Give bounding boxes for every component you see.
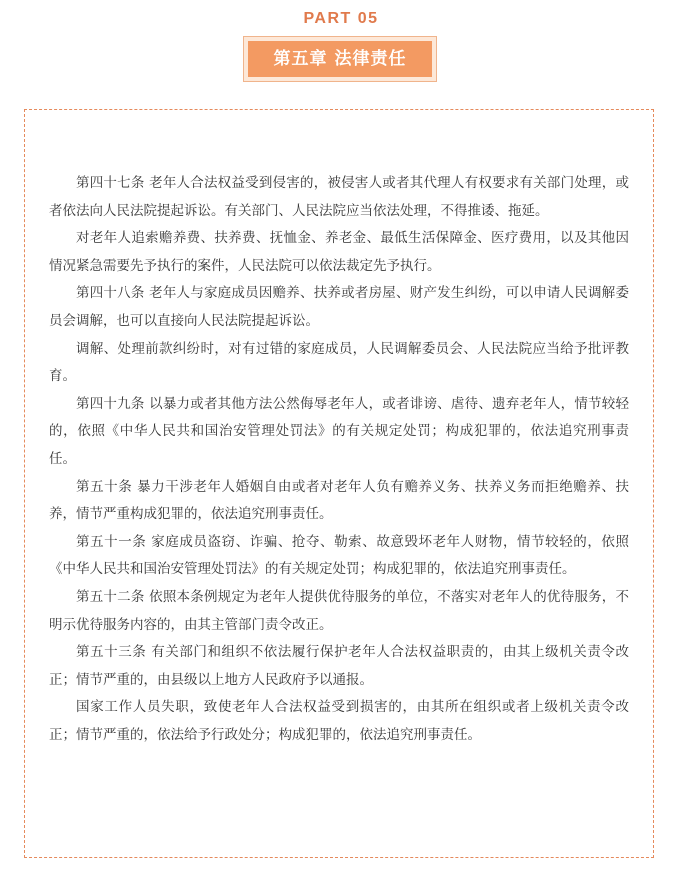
chapter-title: 第五章 法律责任 <box>248 41 432 77</box>
paragraph-article-52: 第五十二条 依照本条例规定为老年人提供优待服务的单位，不落实对老年人的优待服务，不明示优待服务内容的，由其主管部门责令改正。 <box>49 588 629 633</box>
paragraph-article-48-clause-2: 调解、处理前款纠纷时，对有过错的家庭成员，人民调解委员会、人民法院应当给予批评教育。 <box>49 340 629 385</box>
paragraph-article-50: 第五十条 暴力干涉老年人婚姻自由或者对老年人负有赡养义务、扶养义务而拒绝赡养、扶养，情节严重构成犯罪的，依法追究刑事责任。 <box>49 478 629 523</box>
paragraph-article-53: 第五十三条 有关部门和组织不依法履行保护老年人合法权益职责的，由其上级机关责令改正；情节严重的，由县级以上地方人民政府予以通报。 <box>49 644 629 688</box>
content-frame <box>24 109 654 858</box>
paragraph-article-49: 第四十九条 以暴力或者其他方法公然侮辱老年人，或者诽谤、虐待、遗弃老年人，情节较轻的，依照《中华人民共和国治安管理处罚法》的有关规定处罚；构成犯罪的，依法追究刑事责任。 <box>49 395 629 467</box>
paragraph-article-53-clause-2: 国家工作人员失职，致使老年人合法权益受到损害的，由其所在组织或者上级机关责令改正；情节严重的，依法给予行政处分；构成犯罪的，依法追究刑事责任。 <box>49 699 629 743</box>
paragraph-article-47-clause-2: 对老年人追索赡养费、扶养费、抚恤金、养老金、最低生活保障金、医疗费用，以及其他因情况紧急需要先予执行的案件，人民法院可以依法裁定先予执行。 <box>49 230 629 274</box>
paragraph-article-47: 第四十七条 老年人合法权益受到侵害的，被侵害人或者其代理人有权要求有关部门处理，或者依法向人民法院提起诉讼。有关部门、人民法院应当依法处理，不得推诿、拖延。 <box>49 175 629 219</box>
paragraph-article-51: 第五十一条 家庭成员盗窃、诈骗、抢夺、勒索、故意毁坏老年人财物，情节较轻的，依照《中华人民共和国治安管理处罚法》的有关规定处罚；构成犯罪的，依法追究刑事责任。 <box>49 533 629 578</box>
article-body <box>49 170 629 749</box>
paragraph-article-48: 第四十八条 老年人与家庭成员因赡养、扶养或者房屋、财产发生纠纷，可以申请人民调解委员会调解，也可以直接向人民法院提起诉讼。 <box>49 285 629 329</box>
chapter-heading-box <box>243 36 437 82</box>
part-label: PART 05 <box>303 10 379 27</box>
